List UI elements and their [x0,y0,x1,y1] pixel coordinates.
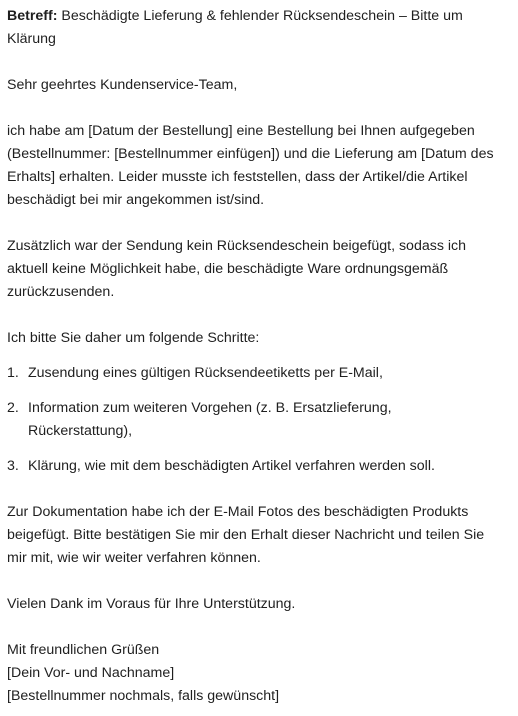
signature-block [7,639,507,708]
list-item-number: 1. [7,365,19,381]
subject-text: Beschädigte Lieferung & fehlender Rücksendeschein – Bitte um Klärung [7,8,463,47]
list-item [7,397,507,443]
list-item [7,362,507,385]
letter-document [7,5,507,708]
list-item-number: 2. [7,400,19,416]
list-item-text: Zusendung eines gültigen Rücksendeetiketts per E-Mail, [28,365,383,381]
salutation: Sehr geehrtes Kundenservice-Team, [7,77,238,93]
subject-line [7,5,507,51]
sender-name-placeholder: [Dein Vor- und Nachname] [7,665,175,681]
paragraph-request-intro: Ich bitte Sie daher um folgende Schritte: [7,330,260,346]
list-item-number: 3. [7,458,19,474]
paragraph-order-info: ich habe am [Datum der Bestellung] eine Bestellung bei Ihnen aufgegeben (Bestellnummer: [Bestellnummer einfügen]) und die Lieferung am [Datum des Erhalts] erhalten. Leider musste ich feststellen, dass der Artikel/die Artikel beschädigt bei mir angekommen ist/sind. [7,123,494,208]
list-item-text: Klärung, wie mit dem beschädigten Artikel verfahren werden soll. [28,458,435,474]
steps-list [7,362,507,478]
list-item [7,455,507,478]
closing-greeting: Mit freundlichen Grüßen [7,642,160,658]
order-ref-placeholder: [Bestellnummer nochmals, falls gewünscht] [7,688,280,704]
subject-label: Betreff: [7,8,58,24]
paragraph-missing-return-label: Zusätzlich war der Sendung kein Rücksendeschein beigefügt, sodass ich aktuell keine Möglichkeit habe, die beschädigte Ware ordnungsgemäß zurückzusenden. [7,238,466,300]
paragraph-documentation: Zur Dokumentation habe ich der E-Mail Fotos des beschädigten Produkts beigefügt. Bitte bestätigen Sie mir den Erhalt dieser Nachricht und teilen Sie mir mit, wie wir weiter verfahren können. [7,504,485,566]
paragraph-thanks: Vielen Dank im Voraus für Ihre Unterstützung. [7,596,296,612]
list-item-text: Information zum weiteren Vorgehen (z. B. Ersatzlieferung, Rückerstattung), [28,400,392,439]
